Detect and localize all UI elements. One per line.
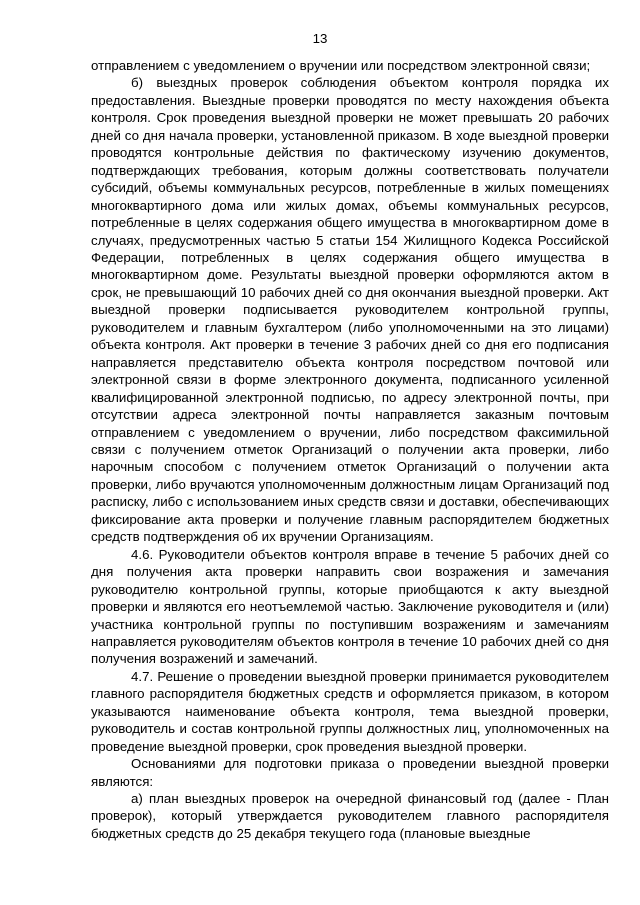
paragraph: 4.6. Руководители объектов контроля вправе в течение 5 рабочих дней со дня получения акта проверки направить свои возражения и замечания руководителю контрольной группы, которые приобщаются к акту выездной проверки и являются его неотъемлемой частью. Заключение руководителя и (или) участника контрольной группы по поступившим возражениям и замечаниям направляется руководителям объектов контроля в течение 10 рабочих дней со дня получения возражений и замечаний.	[91, 546, 609, 667]
paragraph: отправлением с уведомлением о вручении или посредством электронной связи;	[91, 58, 591, 73]
paragraph: 4.7. Решение о проведении выездной проверки принимается руководителем главного распорядителя бюджетных средств и оформляется приказом, в котором указываются наименование объекта контроля, тема выездной проверки, руководитель и состав контрольной группы должностных лиц, уполномоченных на проведение выездной проверки, срок проведения выездной проверки.	[91, 668, 609, 754]
page-number: 13	[312, 31, 328, 46]
paragraph: б) выездных проверок соблюдения объектом контроля порядка их предоставления. Выездные проверки проводятся по месту нахождения объекта контроля. Срок проведения выездной проверки не может превышать 20 рабочих дней со дня начала проверки, установленной приказом. В ходе выездной проверки проводятся контрольные действия по фактическому изучению документов, подтверждающих требования, которым должны соответствовать получатели субсидий, объемы коммунальных ресурсов, потребленные в жилых помещениях многоквартирного дома или жилых домах, объемы коммунальных ресурсов, потребленные в целях содержания общего имущества в многоквартирном доме в случаях, предусмотренных частью 5 статьи 154 Жилищного Кодекса Российской Федерации, потребленных в целях содержания общего имущества в многоквартирном доме. Результаты выездной проверки оформляются актом в срок, не превышающий 10 рабочих дней со дня окончания выездной проверки. Акт выездной проверки подписывается руководителем контрольной группы, руководителем и главным бухгалтером (либо уполномоченными на это лицами) объекта контроля. Акт проверки в течение 3 рабочих дней со дня его подписания направляется представителю объекта контроля посредством почтовой или электронной связи в форме электронного документа, подписанного усиленной квалифицированной электронной подписью, по адресу электронной почты, при отсутствии адреса электронной почты направляется заказным почтовым отправлением с уведомлением о вручении, либо посредством факсимильной связи с получением отметок Организаций о получении акта проверки, либо нарочным способом с получением отметок Организаций о получении акта проверки, либо вручаются уполномоченным должностным лицам Организаций под расписку, либо с использованием иных средств связи и доставки, обеспечивающих фиксирование акта проверки и получение главным распорядителем бюджетных средств подтверждения об их вручении Организациям.	[91, 75, 609, 545]
paragraph: Основаниями для подготовки приказа о проведении выездной проверки являются:	[91, 756, 609, 789]
document-body	[91, 57, 609, 842]
paragraph: а) план выездных проверок на очередной финансовый год (далее - План проверок), который утверждается руководителем главного распорядителя бюджетных средств до 25 декабря текущего года (плановые выездные	[91, 791, 609, 841]
